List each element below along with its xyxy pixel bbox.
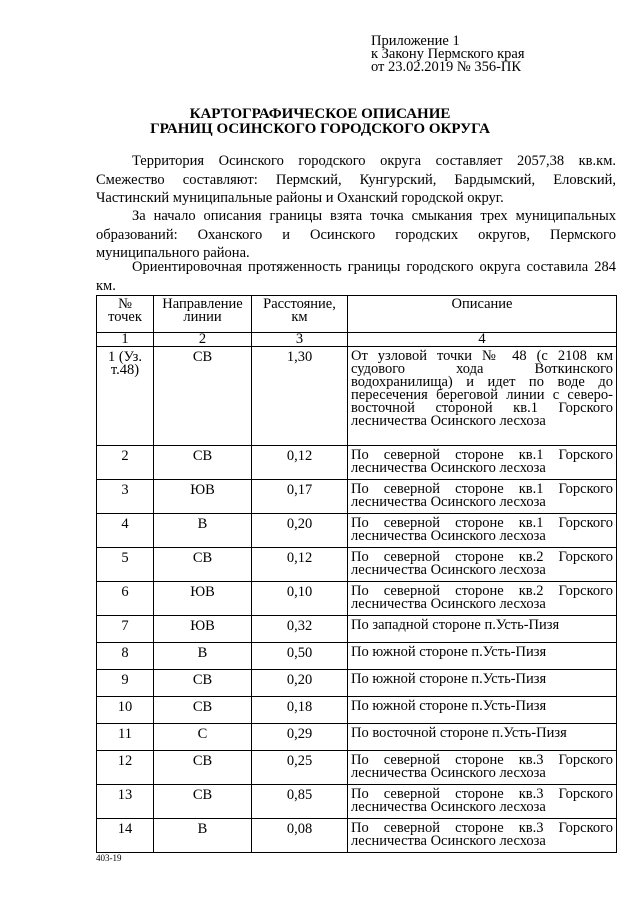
cell-distance: 0,25 [252, 751, 348, 785]
boundary-table [96, 295, 617, 853]
cell-description: По южной стороне п.Усть-Пизя [348, 670, 617, 697]
column-number: 2 [154, 333, 252, 347]
cell-direction: ЮВ [154, 582, 252, 616]
cell-distance: 0,08 [252, 819, 348, 853]
cell-distance: 0,10 [252, 582, 348, 616]
cell-point: 7 [97, 616, 154, 643]
cell-description: По западной стороне п.Усть-Пизя [348, 616, 617, 643]
cell-description: По северной стороне кв.1 Горского лесничества Осинского лесхоза [348, 446, 617, 480]
column-number: 3 [252, 333, 348, 347]
document-title [0, 107, 640, 137]
cell-direction: СВ [154, 670, 252, 697]
cell-description: По северной стороне кв.3 Горского лесничества Осинского лесхоза [348, 785, 617, 819]
appendix-line-1: Приложение 1 [371, 33, 460, 49]
cell-description: По южной стороне п.Усть-Пизя [348, 643, 617, 670]
table-row [97, 751, 617, 785]
cell-description: По северной стороне кв.2 Горского лесничества Осинского лесхоза [348, 582, 617, 616]
paragraph-length: Ориентировочная протяженность границы городского округа составила 284 км. [96, 259, 616, 294]
cell-point: 12 [97, 751, 154, 785]
title-line-2: ГРАНИЦ ОСИНСКОГО ГОРОДСКОГО ОКРУГА [150, 121, 490, 137]
appendix-line-3: от 23.02.2019 № 356-ПК [371, 59, 522, 75]
cell-point: 2 [97, 446, 154, 480]
cell-description: По северной стороне кв.1 Горского лесничества Осинского лесхоза [348, 514, 617, 548]
table-row [97, 697, 617, 724]
header-distance: Расстояние, км [252, 296, 348, 333]
cell-direction: СВ [154, 446, 252, 480]
cell-description: По восточной стороне п.Усть-Пизя [348, 724, 617, 751]
cell-direction: ЮВ [154, 480, 252, 514]
cell-description: По северной стороне кв.2 Горского лесничества Осинского лесхоза [348, 548, 617, 582]
appendix-line-2: к Закону Пермского края [371, 46, 525, 62]
cell-point: 9 [97, 670, 154, 697]
table-row [97, 785, 617, 819]
cell-distance: 0,85 [252, 785, 348, 819]
cell-distance: 0,12 [252, 548, 348, 582]
table-row [97, 347, 617, 446]
cell-direction: В [154, 643, 252, 670]
table-row [97, 582, 617, 616]
cell-point: 11 [97, 724, 154, 751]
paragraph-territory: Территория Осинского городского округа составляет 2057,38 кв.км. Смежество составляют: Пермский, Кунгурский, Бардымский, Еловский, Частинский муниципальные районы и Оханский городской округ. [96, 153, 616, 206]
cell-description: По южной стороне п.Усть-Пизя [348, 697, 617, 724]
cell-point: 14 [97, 819, 154, 853]
cell-distance: 0,12 [252, 446, 348, 480]
table-row [97, 643, 617, 670]
title-line-1: КАРТОГРАФИЧЕСКОЕ ОПИСАНИЕ [189, 106, 451, 122]
cell-point: 1 (Уз. т.48) [97, 347, 154, 446]
cell-distance: 0,17 [252, 480, 348, 514]
table-row [97, 724, 617, 751]
cell-distance: 1,30 [252, 347, 348, 446]
table-row [97, 480, 617, 514]
cell-point: 10 [97, 697, 154, 724]
cell-direction: СВ [154, 751, 252, 785]
cell-description: По северной стороне кв.1 Горского лесничества Осинского лесхоза [348, 480, 617, 514]
cell-distance: 0,32 [252, 616, 348, 643]
table-row [97, 548, 617, 582]
cell-distance: 0,29 [252, 724, 348, 751]
cell-distance: 0,20 [252, 514, 348, 548]
cell-direction: СВ [154, 548, 252, 582]
cell-direction: ЮВ [154, 616, 252, 643]
column-number-row [97, 333, 617, 347]
cell-direction: СВ [154, 697, 252, 724]
cell-point: 13 [97, 785, 154, 819]
cell-distance: 0,50 [252, 643, 348, 670]
table-row [97, 514, 617, 548]
paragraph-start-point: За начало описания границы взята точка смыкания трех муниципальных образований: Оханского и Осинского городских округов, Пермского муниципального района. [96, 208, 616, 261]
header-direction: Направление линии [154, 296, 252, 333]
cell-direction: СВ [154, 785, 252, 819]
table-row [97, 819, 617, 853]
cell-point: 6 [97, 582, 154, 616]
cell-point: 8 [97, 643, 154, 670]
cell-description: По северной стороне кв.3 Горского лесничества Осинского лесхоза [348, 751, 617, 785]
cell-distance: 0,18 [252, 697, 348, 724]
column-number: 4 [348, 333, 617, 347]
cell-distance: 0,20 [252, 670, 348, 697]
footer-code: 403-19 [96, 853, 122, 863]
cell-direction: СВ [154, 347, 252, 446]
cell-direction: С [154, 724, 252, 751]
appendix-note [371, 35, 525, 74]
cell-direction: В [154, 514, 252, 548]
cell-description: От узловой точки № 48 (с 2108 км судового хода Воткинского водохранилища) и идет по воде до пересечения береговой линии с северо-восточной стороной кв.1 Горского лесничества Осинского лесхоза [348, 347, 617, 446]
table-row [97, 670, 617, 697]
cell-direction: В [154, 819, 252, 853]
column-number: 1 [97, 333, 154, 347]
table-row [97, 446, 617, 480]
cell-point: 4 [97, 514, 154, 548]
table-row [97, 616, 617, 643]
header-description: Описание [348, 296, 617, 333]
header-point: № точек [97, 296, 154, 333]
cell-point: 5 [97, 548, 154, 582]
cell-description: По северной стороне кв.3 Горского лесничества Осинского лесхоза [348, 819, 617, 853]
cell-point: 3 [97, 480, 154, 514]
